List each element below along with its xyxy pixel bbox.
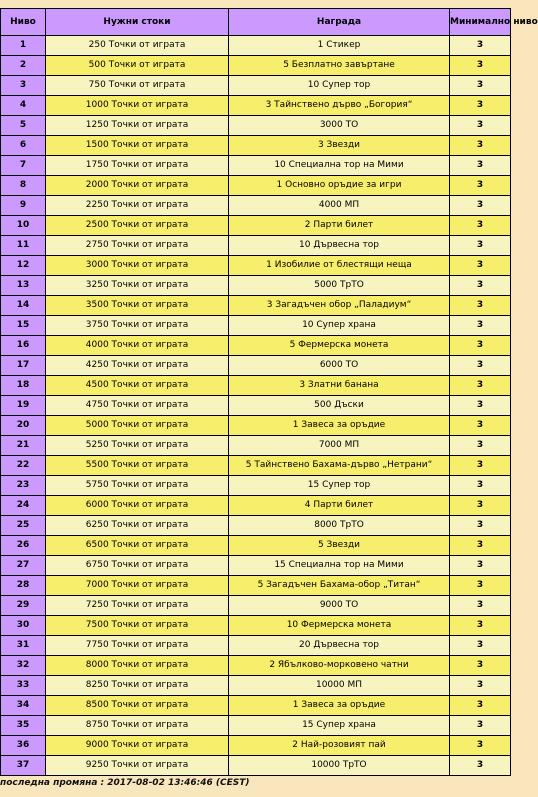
- rewards-table-container: [0, 8, 538, 776]
- reward-cell: 500 Дъски: [229, 396, 450, 416]
- min-level-cell: 3: [450, 476, 511, 496]
- needed-goods-cell: 7000 Точки от играта: [46, 576, 229, 596]
- needed-goods-cell: 1250 Точки от играта: [46, 116, 229, 136]
- header-needed-goods: Нужни стоки: [46, 9, 229, 36]
- reward-cell: 5 Загадъчен Бахама-обор „Титан“: [229, 576, 450, 596]
- table-row: [1, 236, 511, 256]
- needed-goods-cell: 2500 Точки от играта: [46, 216, 229, 236]
- reward-cell: 20 Дървесна тор: [229, 636, 450, 656]
- table-row: [1, 476, 511, 496]
- needed-goods-cell: 3500 Точки от играта: [46, 296, 229, 316]
- reward-cell: 2 Парти билет: [229, 216, 450, 236]
- needed-goods-cell: 9000 Точки от играта: [46, 736, 229, 756]
- reward-cell: 4000 МП: [229, 196, 450, 216]
- min-level-cell: 3: [450, 496, 511, 516]
- reward-cell: 10 Фермерска монета: [229, 616, 450, 636]
- reward-cell: 7000 МП: [229, 436, 450, 456]
- reward-cell: 10 Супер храна: [229, 316, 450, 336]
- needed-goods-cell: 3250 Точки от играта: [46, 276, 229, 296]
- min-level-cell: 3: [450, 676, 511, 696]
- reward-cell: 3 Златни банана: [229, 376, 450, 396]
- table-row: [1, 156, 511, 176]
- table-row: [1, 256, 511, 276]
- min-level-cell: 3: [450, 736, 511, 756]
- min-level-cell: 3: [450, 36, 511, 56]
- min-level-cell: 3: [450, 636, 511, 656]
- reward-cell: 5 Фермерска монета: [229, 336, 450, 356]
- reward-cell: 1 Изобилие от блестящи неща: [229, 256, 450, 276]
- level-cell: 29: [1, 596, 46, 616]
- level-cell: 17: [1, 356, 46, 376]
- table-row: [1, 376, 511, 396]
- reward-cell: 1 Основно оръдие за игри: [229, 176, 450, 196]
- min-level-cell: 3: [450, 596, 511, 616]
- level-cell: 15: [1, 316, 46, 336]
- min-level-cell: 3: [450, 716, 511, 736]
- level-cell: 14: [1, 296, 46, 316]
- needed-goods-cell: 6250 Точки от играта: [46, 516, 229, 536]
- table-row: [1, 136, 511, 156]
- needed-goods-cell: 4500 Точки от играта: [46, 376, 229, 396]
- needed-goods-cell: 2750 Точки от играта: [46, 236, 229, 256]
- header-min-level: Минимално ниво: [450, 9, 511, 36]
- min-level-cell: 3: [450, 416, 511, 436]
- level-cell: 23: [1, 476, 46, 496]
- table-row: [1, 296, 511, 316]
- min-level-cell: 3: [450, 136, 511, 156]
- header-reward: Награда: [229, 9, 450, 36]
- header-level: Ниво: [1, 9, 46, 36]
- table-row: [1, 636, 511, 656]
- needed-goods-cell: 250 Точки от играта: [46, 36, 229, 56]
- reward-cell: 8000 ТрТО: [229, 516, 450, 536]
- table-row: [1, 396, 511, 416]
- level-cell: 9: [1, 196, 46, 216]
- level-cell: 18: [1, 376, 46, 396]
- reward-cell: 3 Звезди: [229, 136, 450, 156]
- level-cell: 16: [1, 336, 46, 356]
- table-row: [1, 716, 511, 736]
- table-row: [1, 516, 511, 536]
- min-level-cell: 3: [450, 196, 511, 216]
- level-cell: 3: [1, 76, 46, 96]
- needed-goods-cell: 1750 Точки от играта: [46, 156, 229, 176]
- table-row: [1, 216, 511, 236]
- needed-goods-cell: 500 Точки от играта: [46, 56, 229, 76]
- level-cell: 35: [1, 716, 46, 736]
- reward-cell: 15 Супер храна: [229, 716, 450, 736]
- needed-goods-cell: 8250 Точки от играта: [46, 676, 229, 696]
- level-cell: 26: [1, 536, 46, 556]
- reward-cell: 10 Супер тор: [229, 76, 450, 96]
- needed-goods-cell: 3000 Точки от играта: [46, 256, 229, 276]
- reward-cell: 6000 ТО: [229, 356, 450, 376]
- level-cell: 30: [1, 616, 46, 636]
- reward-cell: 10000 МП: [229, 676, 450, 696]
- needed-goods-cell: 3750 Точки от играта: [46, 316, 229, 336]
- needed-goods-cell: 5000 Точки от играта: [46, 416, 229, 436]
- level-cell: 22: [1, 456, 46, 476]
- min-level-cell: 3: [450, 276, 511, 296]
- table-header-row: [1, 9, 511, 36]
- table-row: [1, 536, 511, 556]
- min-level-cell: 3: [450, 396, 511, 416]
- level-cell: 19: [1, 396, 46, 416]
- needed-goods-cell: 7500 Точки от играта: [46, 616, 229, 636]
- needed-goods-cell: 5500 Точки от играта: [46, 456, 229, 476]
- reward-cell: 10 Специална тор на Мими: [229, 156, 450, 176]
- table-row: [1, 356, 511, 376]
- min-level-cell: 3: [450, 76, 511, 96]
- needed-goods-cell: 4000 Точки от играта: [46, 336, 229, 356]
- reward-cell: 5 Звезди: [229, 536, 450, 556]
- min-level-cell: 3: [450, 336, 511, 356]
- reward-cell: 1 Стикер: [229, 36, 450, 56]
- min-level-cell: 3: [450, 376, 511, 396]
- table-row: [1, 416, 511, 436]
- table-row: [1, 456, 511, 476]
- rewards-table: [0, 8, 538, 776]
- min-level-cell: 3: [450, 436, 511, 456]
- level-cell: 1: [1, 36, 46, 56]
- table-row: [1, 616, 511, 636]
- needed-goods-cell: 4750 Точки от играта: [46, 396, 229, 416]
- level-cell: 32: [1, 656, 46, 676]
- reward-cell: 3 Тайнствено дърво „Богория“: [229, 96, 450, 116]
- needed-goods-cell: 8750 Точки от играта: [46, 716, 229, 736]
- min-level-cell: 3: [450, 356, 511, 376]
- min-level-cell: 3: [450, 236, 511, 256]
- min-level-cell: 3: [450, 176, 511, 196]
- level-cell: 6: [1, 136, 46, 156]
- table-row: [1, 436, 511, 456]
- needed-goods-cell: 5250 Точки от играта: [46, 436, 229, 456]
- table-row: [1, 576, 511, 596]
- level-cell: 24: [1, 496, 46, 516]
- reward-cell: 10 Дървесна тор: [229, 236, 450, 256]
- reward-cell: 15 Супер тор: [229, 476, 450, 496]
- table-row: [1, 56, 511, 76]
- table-row: [1, 756, 511, 776]
- level-cell: 27: [1, 556, 46, 576]
- table-row: [1, 656, 511, 676]
- reward-cell: 1 Завеса за оръдие: [229, 416, 450, 436]
- min-level-cell: 3: [450, 756, 511, 776]
- level-cell: 12: [1, 256, 46, 276]
- level-cell: 36: [1, 736, 46, 756]
- needed-goods-cell: 7250 Точки от играта: [46, 596, 229, 616]
- min-level-cell: 3: [450, 576, 511, 596]
- min-level-cell: 3: [450, 616, 511, 636]
- level-cell: 21: [1, 436, 46, 456]
- reward-cell: 4 Парти билет: [229, 496, 450, 516]
- table-row: [1, 36, 511, 56]
- min-level-cell: 3: [450, 216, 511, 236]
- min-level-cell: 3: [450, 516, 511, 536]
- reward-cell: 5000 ТрТО: [229, 276, 450, 296]
- needed-goods-cell: 1000 Точки от играта: [46, 96, 229, 116]
- level-cell: 11: [1, 236, 46, 256]
- min-level-cell: 3: [450, 316, 511, 336]
- min-level-cell: 3: [450, 156, 511, 176]
- level-cell: 7: [1, 156, 46, 176]
- level-cell: 13: [1, 276, 46, 296]
- table-body: [1, 36, 511, 776]
- min-level-cell: 3: [450, 656, 511, 676]
- table-row: [1, 116, 511, 136]
- min-level-cell: 3: [450, 536, 511, 556]
- min-level-cell: 3: [450, 296, 511, 316]
- table-row: [1, 176, 511, 196]
- needed-goods-cell: 8000 Точки от играта: [46, 656, 229, 676]
- needed-goods-cell: 2250 Точки от играта: [46, 196, 229, 216]
- needed-goods-cell: 6500 Точки от играта: [46, 536, 229, 556]
- table-row: [1, 196, 511, 216]
- reward-cell: 5 Тайнствено Бахама-дърво „Нетрани“: [229, 456, 450, 476]
- table-row: [1, 596, 511, 616]
- table-row: [1, 276, 511, 296]
- level-cell: 10: [1, 216, 46, 236]
- reward-cell: 5 Безплатно завъртане: [229, 56, 450, 76]
- needed-goods-cell: 9250 Точки от играта: [46, 756, 229, 776]
- needed-goods-cell: 2000 Точки от играта: [46, 176, 229, 196]
- table-row: [1, 76, 511, 96]
- min-level-cell: 3: [450, 696, 511, 716]
- min-level-cell: 3: [450, 456, 511, 476]
- table-row: [1, 316, 511, 336]
- min-level-cell: 3: [450, 116, 511, 136]
- last-change-note: последна промяна : 2017-08-02 13:46:46 (CEST): [0, 778, 250, 788]
- min-level-cell: 3: [450, 56, 511, 76]
- needed-goods-cell: 5750 Точки от играта: [46, 476, 229, 496]
- level-cell: 5: [1, 116, 46, 136]
- table-row: [1, 556, 511, 576]
- needed-goods-cell: 1500 Точки от играта: [46, 136, 229, 156]
- table-row: [1, 676, 511, 696]
- reward-cell: 10000 ТрТО: [229, 756, 450, 776]
- table-row: [1, 736, 511, 756]
- level-cell: 33: [1, 676, 46, 696]
- min-level-cell: 3: [450, 556, 511, 576]
- level-cell: 37: [1, 756, 46, 776]
- table-row: [1, 336, 511, 356]
- table-row: [1, 496, 511, 516]
- level-cell: 28: [1, 576, 46, 596]
- min-level-cell: 3: [450, 256, 511, 276]
- needed-goods-cell: 6750 Точки от играта: [46, 556, 229, 576]
- reward-cell: 3 Загадъчен обор „Паладиум“: [229, 296, 450, 316]
- level-cell: 4: [1, 96, 46, 116]
- level-cell: 31: [1, 636, 46, 656]
- reward-cell: 1 Завеса за оръдие: [229, 696, 450, 716]
- reward-cell: 15 Специална тор на Мими: [229, 556, 450, 576]
- needed-goods-cell: 750 Точки от играта: [46, 76, 229, 96]
- reward-cell: 9000 ТО: [229, 596, 450, 616]
- needed-goods-cell: 7750 Точки от играта: [46, 636, 229, 656]
- reward-cell: 2 Ябълково-морковено чатни: [229, 656, 450, 676]
- level-cell: 8: [1, 176, 46, 196]
- reward-cell: 2 Най-розовият пай: [229, 736, 450, 756]
- min-level-cell: 3: [450, 96, 511, 116]
- level-cell: 25: [1, 516, 46, 536]
- level-cell: 2: [1, 56, 46, 76]
- table-row: [1, 696, 511, 716]
- reward-cell: 3000 ТО: [229, 116, 450, 136]
- level-cell: 34: [1, 696, 46, 716]
- needed-goods-cell: 6000 Точки от играта: [46, 496, 229, 516]
- needed-goods-cell: 4250 Точки от играта: [46, 356, 229, 376]
- level-cell: 20: [1, 416, 46, 436]
- needed-goods-cell: 8500 Точки от играта: [46, 696, 229, 716]
- table-row: [1, 96, 511, 116]
